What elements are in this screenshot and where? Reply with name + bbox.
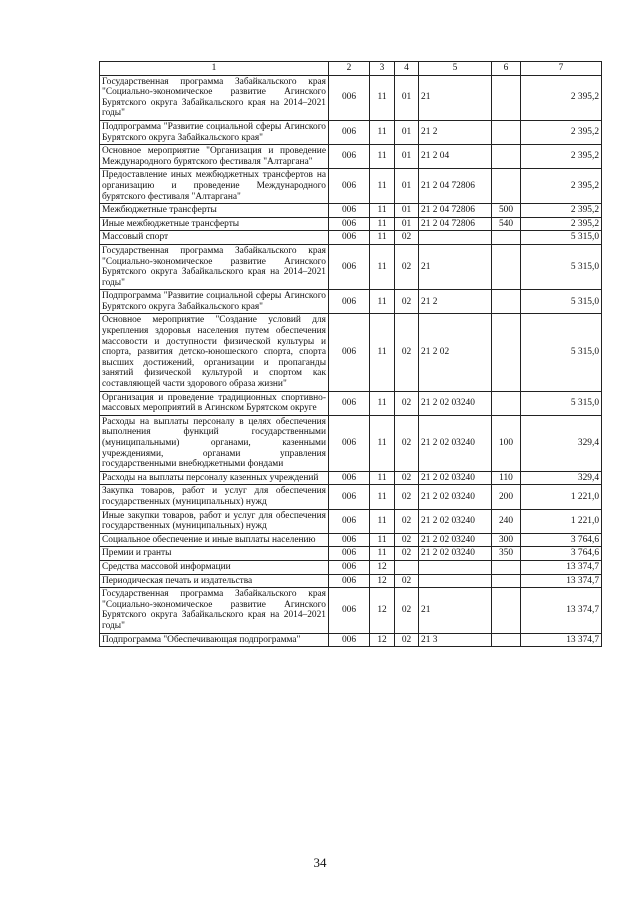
table-row	[100, 314, 602, 391]
row-amount-cell: 5 315,0	[521, 314, 602, 391]
table-row	[100, 485, 602, 509]
row-section-cell: 11	[370, 314, 395, 391]
row-section-cell: 11	[370, 509, 395, 533]
table-row	[100, 391, 602, 415]
row-name-cell: Основное мероприятие "Организация и проведение Международного бурятского фестиваля "Алтаргана"	[100, 145, 329, 169]
row-name-cell: Подпрограмма "Развитие социальной сферы Агинского Бурятского округа Забайкальского края"	[100, 290, 329, 314]
row-expense-type-cell	[492, 314, 521, 391]
row-section-cell: 11	[370, 290, 395, 314]
row-section-cell: 12	[370, 574, 395, 588]
row-grbs-cell: 006	[329, 471, 370, 485]
row-section-cell: 11	[370, 533, 395, 547]
row-subsection-cell: 02	[395, 391, 419, 415]
row-section-cell: 12	[370, 633, 395, 647]
row-expense-type-cell	[492, 588, 521, 633]
row-section-cell: 11	[370, 244, 395, 289]
row-subsection-cell: 02	[395, 588, 419, 633]
row-name-cell: Основное мероприятие "Создание условий для укрепления здоровья населения путем обеспечения массовости и доступности физической культуры и спорта, развития детско-юношеского спорта, спорта высших достижений, организации и пропаганды занятий физической культурой и спортом как составляющей части здорового образа жизни"	[100, 314, 329, 391]
row-name-cell: Иные межбюджетные трансферты	[100, 217, 329, 231]
column-header: 1	[100, 62, 329, 76]
row-section-cell: 12	[370, 588, 395, 633]
row-amount-cell: 2 395,2	[521, 120, 602, 144]
table-row	[100, 145, 602, 169]
row-grbs-cell: 006	[329, 169, 370, 204]
table-row	[100, 75, 602, 120]
row-section-cell: 11	[370, 145, 395, 169]
row-target-article-cell: 21 2 02 03240	[419, 509, 492, 533]
row-section-cell: 11	[370, 415, 395, 471]
row-subsection-cell: 01	[395, 204, 419, 218]
row-subsection-cell: 01	[395, 145, 419, 169]
row-expense-type-cell	[492, 231, 521, 245]
row-grbs-cell: 006	[329, 217, 370, 231]
table-row	[100, 204, 602, 218]
row-section-cell: 12	[370, 560, 395, 574]
row-name-cell: Массовый спорт	[100, 231, 329, 245]
column-header: 4	[395, 62, 419, 76]
table-row	[100, 290, 602, 314]
row-subsection-cell: 02	[395, 244, 419, 289]
row-target-article-cell: 21 2 04 72806	[419, 204, 492, 218]
row-grbs-cell: 006	[329, 290, 370, 314]
row-section-cell: 11	[370, 75, 395, 120]
row-grbs-cell: 006	[329, 633, 370, 647]
row-expense-type-cell	[492, 169, 521, 204]
row-expense-type-cell: 110	[492, 471, 521, 485]
row-grbs-cell: 006	[329, 547, 370, 561]
row-grbs-cell: 006	[329, 415, 370, 471]
row-name-cell: Закупка товаров, работ и услуг для обеспечения государственных (муниципальных) нужд	[100, 485, 329, 509]
column-header: 7	[521, 62, 602, 76]
row-name-cell: Организация и проведение традиционных спортивно-массовых мероприятий в Агинском Бурятском округе	[100, 391, 329, 415]
row-expense-type-cell: 350	[492, 547, 521, 561]
row-name-cell: Расходы на выплаты персоналу в целях обеспечения выполнения функций государственными (муниципальными) органами, казенными учреждениями, органами управления государственными внебюджетными фондами	[100, 415, 329, 471]
row-subsection-cell: 02	[395, 533, 419, 547]
row-amount-cell: 13 374,7	[521, 574, 602, 588]
row-amount-cell: 13 374,7	[521, 588, 602, 633]
row-name-cell: Предоставление иных межбюджетных трансфертов на организацию и проведение Международного бурятского фестиваля "Алтаргана"	[100, 169, 329, 204]
row-name-cell: Государственная программа Забайкальского края "Социально-экономическое развитие Агинского Бурятского округа Забайкальского края на 2014–2021 годы"	[100, 75, 329, 120]
row-grbs-cell: 006	[329, 560, 370, 574]
row-name-cell: Иные закупки товаров, работ и услуг для обеспечения государственных (муниципальных) нужд	[100, 509, 329, 533]
row-subsection-cell: 01	[395, 120, 419, 144]
row-target-article-cell: 21 2 02 03240	[419, 415, 492, 471]
row-target-article-cell: 21 2 02 03240	[419, 485, 492, 509]
row-name-cell: Государственная программа Забайкальского края "Социально-экономическое развитие Агинского Бурятского округа Забайкальского края на 2014–2021 годы"	[100, 244, 329, 289]
row-subsection-cell: 02	[395, 485, 419, 509]
row-amount-cell: 5 315,0	[521, 244, 602, 289]
row-amount-cell: 2 395,2	[521, 75, 602, 120]
table-row	[100, 560, 602, 574]
row-expense-type-cell	[492, 244, 521, 289]
table-row	[100, 415, 602, 471]
row-target-article-cell	[419, 574, 492, 588]
row-target-article-cell: 21 2	[419, 120, 492, 144]
table-row	[100, 231, 602, 245]
table-row	[100, 547, 602, 561]
row-section-cell: 11	[370, 485, 395, 509]
row-grbs-cell: 006	[329, 588, 370, 633]
row-name-cell: Государственная программа Забайкальского края "Социально-экономическое развитие Агинского Бурятского округа Забайкальского края на 2014–2021 годы"	[100, 588, 329, 633]
row-grbs-cell: 006	[329, 204, 370, 218]
table-body	[100, 75, 602, 647]
row-subsection-cell: 02	[395, 574, 419, 588]
row-grbs-cell: 006	[329, 145, 370, 169]
row-subsection-cell: 01	[395, 75, 419, 120]
row-section-cell: 11	[370, 204, 395, 218]
row-expense-type-cell: 240	[492, 509, 521, 533]
row-target-article-cell: 21	[419, 588, 492, 633]
row-section-cell: 11	[370, 169, 395, 204]
column-header: 6	[492, 62, 521, 76]
row-section-cell: 11	[370, 120, 395, 144]
row-grbs-cell: 006	[329, 391, 370, 415]
row-grbs-cell: 006	[329, 120, 370, 144]
table-row	[100, 217, 602, 231]
row-target-article-cell: 21 2 02	[419, 314, 492, 391]
row-amount-cell: 2 395,2	[521, 145, 602, 169]
row-expense-type-cell	[492, 145, 521, 169]
row-subsection-cell: 01	[395, 217, 419, 231]
table-row	[100, 169, 602, 204]
table-row	[100, 588, 602, 633]
row-target-article-cell: 21 2 02 03240	[419, 547, 492, 561]
row-amount-cell: 2 395,2	[521, 204, 602, 218]
row-expense-type-cell	[492, 290, 521, 314]
row-grbs-cell: 006	[329, 75, 370, 120]
row-name-cell: Премии и гранты	[100, 547, 329, 561]
row-target-article-cell: 21	[419, 75, 492, 120]
table-header-row	[100, 62, 602, 76]
table-row	[100, 574, 602, 588]
row-section-cell: 11	[370, 231, 395, 245]
row-expense-type-cell	[492, 391, 521, 415]
row-grbs-cell: 006	[329, 533, 370, 547]
row-amount-cell: 13 374,7	[521, 633, 602, 647]
column-header: 5	[419, 62, 492, 76]
row-name-cell: Средства массовой информации	[100, 560, 329, 574]
table-row	[100, 244, 602, 289]
row-expense-type-cell: 540	[492, 217, 521, 231]
row-amount-cell: 3 764,6	[521, 547, 602, 561]
row-target-article-cell: 21 2 04	[419, 145, 492, 169]
row-name-cell: Подпрограмма "Развитие социальной сферы Агинского Бурятского округа Забайкальского края"	[100, 120, 329, 144]
row-expense-type-cell	[492, 574, 521, 588]
row-subsection-cell: 02	[395, 231, 419, 245]
table-row	[100, 633, 602, 647]
row-subsection-cell: 02	[395, 290, 419, 314]
row-grbs-cell: 006	[329, 231, 370, 245]
table-row	[100, 120, 602, 144]
row-grbs-cell: 006	[329, 574, 370, 588]
row-amount-cell: 2 395,2	[521, 169, 602, 204]
row-amount-cell: 5 315,0	[521, 231, 602, 245]
row-name-cell: Социальное обеспечение и иные выплаты населению	[100, 533, 329, 547]
row-target-article-cell: 21 2 04 72806	[419, 169, 492, 204]
row-grbs-cell: 006	[329, 314, 370, 391]
row-expense-type-cell: 100	[492, 415, 521, 471]
row-subsection-cell: 02	[395, 509, 419, 533]
row-target-article-cell: 21 3	[419, 633, 492, 647]
row-section-cell: 11	[370, 471, 395, 485]
row-expense-type-cell	[492, 633, 521, 647]
row-expense-type-cell	[492, 560, 521, 574]
row-subsection-cell: 02	[395, 471, 419, 485]
row-subsection-cell: 02	[395, 633, 419, 647]
row-target-article-cell: 21 2	[419, 290, 492, 314]
row-amount-cell: 3 764,6	[521, 533, 602, 547]
row-expense-type-cell: 500	[492, 204, 521, 218]
row-grbs-cell: 006	[329, 244, 370, 289]
row-target-article-cell: 21 2 02 03240	[419, 533, 492, 547]
row-amount-cell: 1 221,0	[521, 509, 602, 533]
row-amount-cell: 329,4	[521, 415, 602, 471]
table-row	[100, 533, 602, 547]
row-name-cell: Межбюджетные трансферты	[100, 204, 329, 218]
row-subsection-cell: 02	[395, 314, 419, 391]
row-expense-type-cell	[492, 75, 521, 120]
row-amount-cell: 5 315,0	[521, 391, 602, 415]
row-grbs-cell: 006	[329, 485, 370, 509]
row-target-article-cell: 21 2 02 03240	[419, 471, 492, 485]
row-subsection-cell	[395, 560, 419, 574]
row-amount-cell: 329,4	[521, 471, 602, 485]
row-target-article-cell: 21 2 02 03240	[419, 391, 492, 415]
row-section-cell: 11	[370, 547, 395, 561]
table-row	[100, 509, 602, 533]
row-subsection-cell: 01	[395, 169, 419, 204]
row-expense-type-cell	[492, 120, 521, 144]
row-section-cell: 11	[370, 391, 395, 415]
row-target-article-cell: 21	[419, 244, 492, 289]
row-target-article-cell	[419, 560, 492, 574]
row-expense-type-cell: 300	[492, 533, 521, 547]
row-amount-cell: 5 315,0	[521, 290, 602, 314]
row-section-cell: 11	[370, 217, 395, 231]
row-expense-type-cell: 200	[492, 485, 521, 509]
row-target-article-cell	[419, 231, 492, 245]
row-name-cell: Периодическая печать и издательства	[100, 574, 329, 588]
budget-table	[99, 61, 602, 647]
row-amount-cell: 2 395,2	[521, 217, 602, 231]
row-subsection-cell: 02	[395, 415, 419, 471]
column-header: 3	[370, 62, 395, 76]
row-target-article-cell: 21 2 04 72806	[419, 217, 492, 231]
row-name-cell: Расходы на выплаты персоналу казенных учреждений	[100, 471, 329, 485]
page-number: 34	[313, 855, 327, 870]
table-row	[100, 471, 602, 485]
row-grbs-cell: 006	[329, 509, 370, 533]
row-amount-cell: 1 221,0	[521, 485, 602, 509]
row-amount-cell: 13 374,7	[521, 560, 602, 574]
column-header: 2	[329, 62, 370, 76]
row-name-cell: Подпрограмма "Обеспечивающая подпрограмма"	[100, 633, 329, 647]
row-subsection-cell: 02	[395, 547, 419, 561]
